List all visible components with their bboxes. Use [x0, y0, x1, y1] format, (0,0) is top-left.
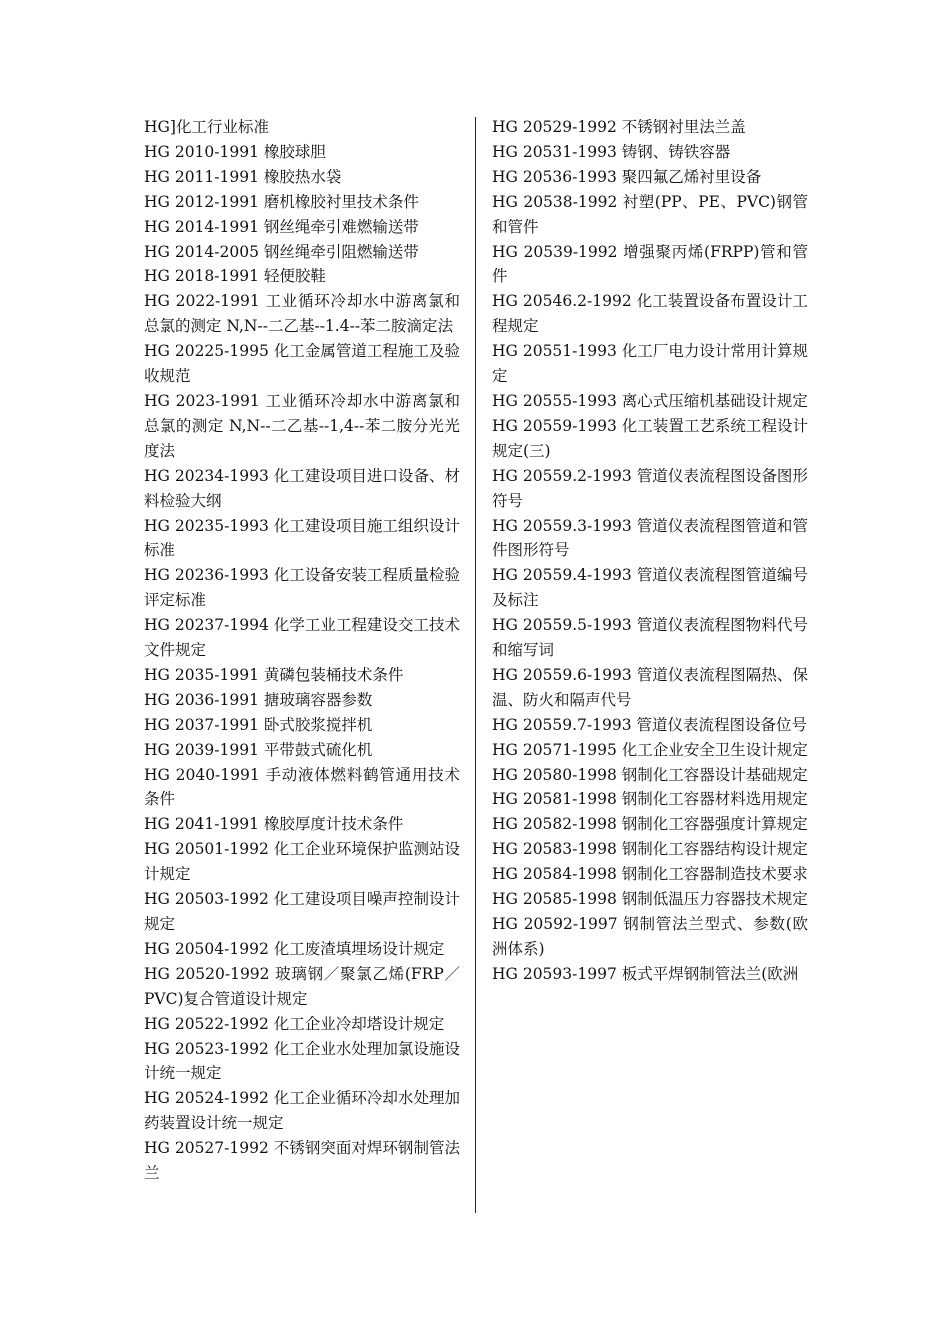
standard-entry: HG 2041-1991 橡胶厚度计技术条件: [144, 815, 404, 834]
standard-entry: HG 20559.4-1993 管道仪表流程图管道编号及标注: [492, 566, 808, 610]
standard-entry: HG 2035-1991 黄磷包装桶技术条件: [144, 665, 404, 684]
standard-entry: HG 2036-1991 搪玻璃容器参数: [144, 690, 373, 709]
standard-entry: HG 2014-1991 钢丝绳牵引难燃输送带: [144, 217, 419, 236]
right-column: [492, 115, 808, 987]
standard-entry: HG 20531-1993 铸钢、铸铁容器: [492, 142, 731, 161]
standard-entry: HG 2022-1991 工业循环冷却水中游离氯和总氯的测定 N,N--二乙基--1.4--苯二胺滴定法: [144, 292, 460, 336]
left-column: [144, 115, 460, 1186]
standard-entry: HG 20593-1997 板式平焊钢制管法兰(欧洲: [492, 964, 799, 983]
standard-entry: HG 2037-1991 卧式胶浆搅拌机: [144, 715, 373, 734]
standard-entry: HG 20585-1998 钢制低温压力容器技术规定: [492, 890, 808, 909]
standard-entry: HG 20592-1997 钢制管法兰型式、参数(欧洲体系): [492, 915, 808, 958]
column-divider: [475, 117, 476, 1213]
standard-entry: HG 20527-1992 不锈钢突面对焊环钢制管法兰: [144, 1139, 460, 1183]
standard-entry: HG 20559.3-1993 管道仪表流程图管道和管件图形符号: [492, 516, 808, 560]
standard-entry: HG 20503-1992 化工建设项目噪声控制设计规定: [144, 890, 460, 933]
standard-entry: HG 2018-1991 轻便胶鞋: [144, 267, 326, 286]
standard-entry: HG 20501-1992 化工企业环境保护监测站设计规定: [144, 840, 460, 884]
standard-entry: HG 20539-1992 增强聚丙烯(FRPP)管和管件: [492, 242, 808, 286]
standard-entry: HG 20559-1993 化工装置工艺系统工程设计规定(三): [492, 416, 808, 460]
standard-entry: HG 20559.7-1993 管道仪表流程图设备位号: [492, 715, 808, 734]
standard-entry: HG 2023-1991 工业循环冷却水中游离氯和总氯的测定 N,N--二乙基--1,4--苯二胺分光光度法: [144, 391, 460, 460]
standard-entry: HG 20504-1992 化工废渣填埋场设计规定: [144, 939, 445, 958]
standard-entry: HG 20582-1998 钢制化工容器强度计算规定: [492, 815, 808, 834]
standard-entry: HG 2039-1991 平带鼓式硫化机: [144, 740, 373, 759]
standard-entry: HG 20559.2-1993 管道仪表流程图设备图形符号: [492, 466, 808, 510]
standard-entry: HG 20583-1998 钢制化工容器结构设计规定: [492, 840, 808, 859]
standard-entry: HG 20225-1995 化工金属管道工程施工及验收规范: [144, 342, 460, 386]
standard-entry: HG 20523-1992 化工企业水处理加氯设施设计统一规定: [144, 1039, 460, 1083]
standard-entry: HG 20520-1992 玻璃钢／聚氯乙烯(FRP／PVC)复合管道设计规定: [144, 964, 460, 1008]
standard-entry: HG 2011-1991 橡胶热水袋: [144, 167, 342, 186]
standard-entry: HG]化工行业标准: [144, 118, 269, 136]
standard-entry: HG 20235-1993 化工建设项目施工组织设计标准: [144, 516, 460, 560]
standard-entry: HG 20234-1993 化工建设项目进口设备、材料检验大纲: [144, 466, 460, 510]
standard-entry: HG 20237-1994 化学工业工程建设交工技术文件规定: [144, 616, 460, 660]
standard-entry: HG 2014-2005 钢丝绳牵引阻燃输送带: [144, 242, 419, 261]
standard-entry: HG 2012-1991 磨机橡胶衬里技术条件: [144, 192, 419, 211]
standard-entry: HG 20581-1998 钢制化工容器材料选用规定: [492, 790, 808, 809]
standard-entry: HG 20536-1993 聚四氟乙烯衬里设备: [492, 167, 762, 186]
standard-entry: HG 20538-1992 衬塑(PP、PE、PVC)钢管和管件: [492, 192, 808, 236]
standard-entry: HG 20559.6-1993 管道仪表流程图隔热、保温、防火和隔声代号: [492, 665, 808, 709]
standard-entry: HG 2010-1991 橡胶球胆: [144, 142, 326, 161]
standard-entry: HG 20559.5-1993 管道仪表流程图物料代号和缩写词: [492, 616, 808, 660]
standard-entry: HG 20522-1992 化工企业冷却塔设计规定: [144, 1014, 445, 1033]
standard-entry: HG 20236-1993 化工设备安装工程质量检验评定标准: [144, 566, 460, 610]
standard-entry: HG 20546.2-1992 化工装置设备布置设计工程规定: [492, 292, 808, 336]
standard-entry: HG 20555-1993 离心式压缩机基础设计规定: [492, 391, 808, 410]
standard-entry: HG 20529-1992 不锈钢衬里法兰盖: [492, 118, 746, 136]
standard-entry: HG 20571-1995 化工企业安全卫生设计规定: [492, 740, 808, 759]
standard-entry: HG 20580-1998 钢制化工容器设计基础规定: [492, 765, 808, 784]
standard-entry: HG 20551-1993 化工厂电力设计常用计算规定: [492, 342, 808, 386]
standard-entry: HG 20524-1992 化工企业循环冷却水处理加药装置设计统一规定: [144, 1089, 460, 1133]
standard-entry: HG 20584-1998 钢制化工容器制造技术要求: [492, 865, 808, 884]
standard-entry: HG 2040-1991 手动液体燃料鹤管通用技术条件: [144, 765, 460, 809]
